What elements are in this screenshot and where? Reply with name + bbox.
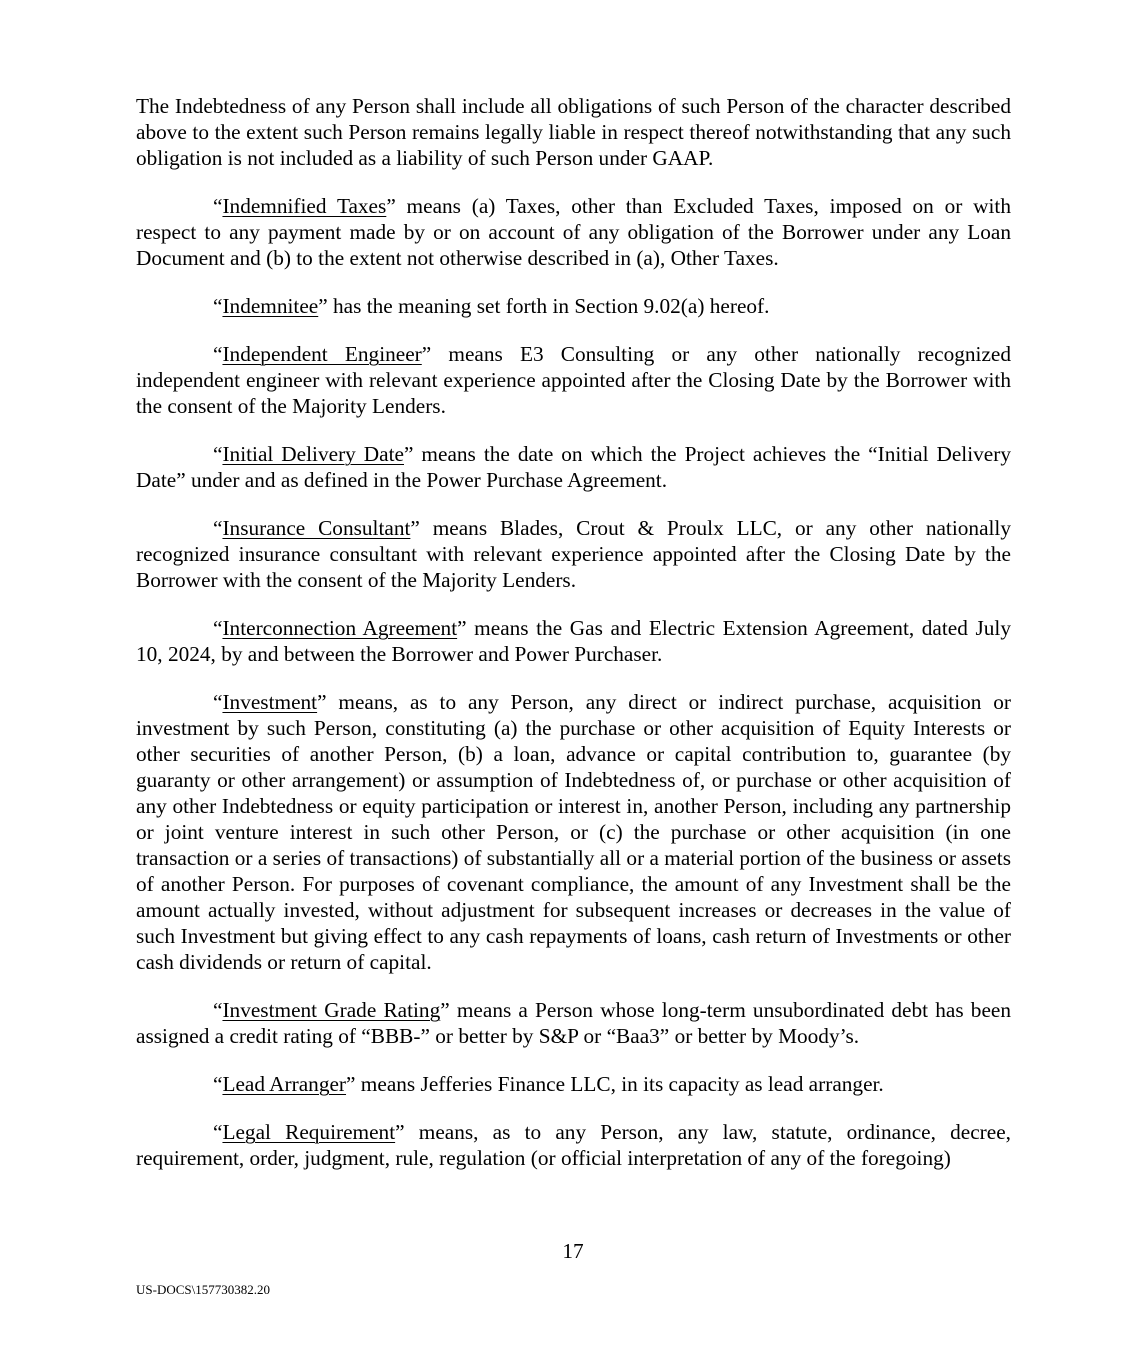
defined-term: Indemnified Taxes [222, 194, 387, 218]
defined-term: Lead Arranger [222, 1072, 347, 1096]
open-quote: “ [213, 690, 223, 714]
close-quote: ” [346, 1072, 356, 1096]
document-body [136, 93, 1011, 1193]
definition-insurance-consultant [136, 515, 1011, 593]
close-quote: ” [317, 690, 327, 714]
definition-text: means (a) Taxes, other than Excluded Taxes, imposed on or with respect to any payment made by or on account of any obligation of the Borrower under any Loan Document and (b) to the extent not otherwise described in (a), Other Taxes. [136, 194, 1011, 270]
defined-term: Investment Grade Rating [222, 998, 441, 1022]
close-quote: ” [395, 1120, 405, 1144]
page-number: 17 [562, 1239, 584, 1263]
defined-term: Interconnection Agreement [222, 616, 458, 640]
close-quote: ” [410, 516, 420, 540]
definition-text: means, as to any Person, any law, statute, ordinance, decree, requirement, order, judgment, rule, regulation (or official interpretation of any of the foregoing) [136, 1120, 1012, 1170]
definition-interconnection-agreement [136, 615, 1011, 667]
close-quote: ” [318, 294, 328, 318]
defined-term: Indemnitee [222, 294, 319, 318]
definition-text: means, as to any Person, any direct or indirect purchase, acquisition or investment by such Person, constituting (a) the purchase or other acquisition of Equity Interests or other securities of another Person, (b) a loan, advance or capital contribution to, guarantee (by guaranty or other arrangement) or assumption of Indebtedness of, or purchase or other acquisition of any other Indebtedness or equity participation or interest in, another Person, including any partnership or joint venture interest in such other Person, or (c) the purchase or other acquisition (in one transaction or a series of transactions) of substantially all or a material portion of the business or assets of another Person. For purposes of covenant compliance, the amount of any Investment shall be the amount actually invested, without adjustment for subsequent increases or decreases in the value of such Investment but giving effect to any cash repayments of loans, cash return of Investments or other cash dividends or return of capital. [136, 690, 1011, 974]
definition-text: means Jefferies Finance LLC, in its capacity as lead arranger. [355, 1072, 884, 1096]
definition-investment [136, 689, 1011, 975]
definition-text: has the meaning set forth in Section 9.02(a) hereof. [327, 294, 770, 318]
open-quote: “ [213, 1120, 223, 1144]
open-quote: “ [213, 194, 223, 218]
open-quote: “ [213, 998, 223, 1022]
defined-term: Insurance Consultant [222, 516, 411, 540]
definition-initial-delivery-date [136, 441, 1011, 493]
close-quote: ” [457, 616, 467, 640]
open-quote: “ [213, 616, 223, 640]
definition-text: means the date on which the Project achieves the “Initial Delivery Date” under and as defined in the Power Purchase Agreement. [136, 442, 1011, 492]
defined-term: Investment [222, 690, 318, 714]
close-quote: ” [404, 442, 414, 466]
definition-investment-grade-rating [136, 997, 1011, 1049]
open-quote: “ [213, 442, 223, 466]
definition-text: means the Gas and Electric Extension Agreement, dated July 10, 2024, by and between the Borrower and Power Purchaser. [136, 616, 1011, 666]
definition-lead-arranger [136, 1071, 1011, 1097]
intro-paragraph: The Indebtedness of any Person shall include all obligations of such Person of the character described above to the extent such Person remains legally liable in respect thereof notwithstanding that any such obligation is not included as a liability of such Person under GAAP. [136, 94, 1011, 170]
definition-independent-engineer [136, 341, 1011, 419]
open-quote: “ [213, 1072, 223, 1096]
open-quote: “ [213, 516, 223, 540]
definition-legal-requirement [136, 1119, 1011, 1171]
open-quote: “ [213, 294, 223, 318]
close-quote: ” [421, 342, 432, 366]
open-quote: “ [213, 342, 223, 366]
close-quote: ” [440, 998, 450, 1022]
definition-indemnified-taxes [136, 193, 1011, 271]
close-quote: ” [386, 194, 396, 218]
defined-term: Initial Delivery Date [222, 442, 404, 466]
definition-text: means a Person whose long-term unsubordinated debt has been assigned a credit rating of “BBB-” or better by S&P or “Baa3” or better by Moody’s. [136, 998, 1011, 1048]
definition-text: means Blades, Crout & Proulx LLC, or any other nationally recognized insurance consultant with relevant experience appointed after the Closing Date by the Borrower with the consent of the Majority Lenders. [136, 516, 1012, 592]
defined-term: Independent Engineer [222, 342, 422, 366]
definition-indemnitee [136, 293, 1011, 319]
document-id: US-DOCS\157730382.20 [136, 1282, 270, 1297]
definition-text: means E3 Consulting or any other nationally recognized independent engineer with relevant experience appointed after the Closing Date by the Borrower with the consent of the Majority Lenders. [136, 342, 1011, 418]
defined-term: Legal Requirement [222, 1120, 396, 1144]
